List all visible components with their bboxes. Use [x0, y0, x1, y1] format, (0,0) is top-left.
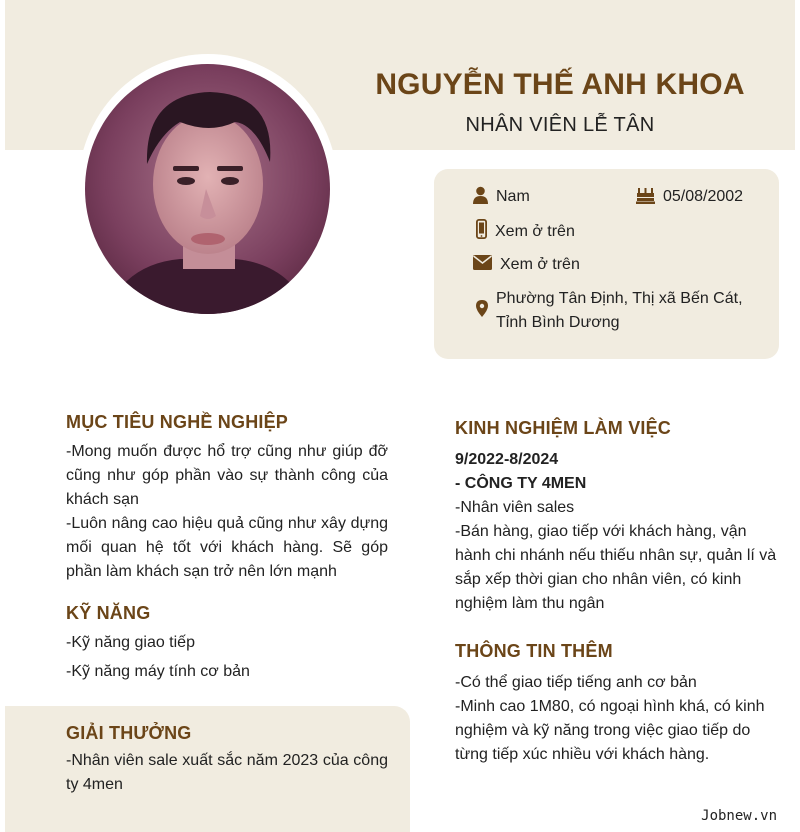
mobile-phone-icon — [476, 219, 487, 244]
email-value: Xem ở trên — [500, 256, 580, 273]
map-marker-icon — [476, 300, 488, 322]
candidate-name: NGUYỄN THẾ ANH KHOA — [375, 68, 745, 101]
phone-value: Xem ở trên — [495, 222, 575, 240]
experience-company: - CÔNG TY 4MEN — [455, 475, 587, 492]
additional-info-paragraph-1: -Có thể giao tiếp tiếng anh cơ bản — [455, 674, 697, 691]
address-line-2: Tỉnh Bình Dương — [496, 314, 620, 331]
user-icon — [473, 186, 488, 209]
job-title: NHÂN VIÊN LỄ TÂN — [465, 114, 655, 136]
gender-value: Nam — [496, 188, 530, 205]
objective-paragraph-1: -Mong muốn được hổ trợ cũng như giúp đỡ cũng như góp phần vào sự thành công của khách sạn — [66, 443, 388, 508]
site-watermark: Jobnew.vn — [701, 808, 777, 824]
address-row — [476, 287, 743, 335]
birthday-cake-icon — [636, 186, 655, 209]
gender-row — [473, 185, 530, 209]
avatar — [85, 64, 330, 314]
skill-item: -Kỹ năng máy tính cơ bản — [66, 663, 250, 680]
experience-description: -Bán hàng, giao tiếp với khách hàng, vận hành chi nhánh nếu thiếu nhân sự, quản lí và sắp xếp thời gian cho nhân viên, có kinh nghiệm làm thu ngân — [455, 523, 777, 612]
envelope-icon — [473, 255, 492, 275]
skills-heading: KỸ NĂNG — [66, 603, 151, 623]
objective-paragraph-2: -Luôn nâng cao hiệu quả cũng như xây dựng mối quan hệ tốt với khách hàng. Sẽ góp phần làm khách sạn trở nên lớn mạnh — [66, 515, 388, 580]
experience-position: -Nhân viên sales — [455, 499, 575, 516]
additional-info-heading: THÔNG TIN THÊM — [455, 641, 613, 661]
address-value — [496, 287, 743, 335]
awards-heading: GIẢI THƯỞNG — [66, 723, 192, 743]
birthdate-value: 05/08/2002 — [663, 188, 744, 205]
objective-heading: MỤC TIÊU NGHỀ NGHIỆP — [66, 412, 289, 432]
phone-row — [476, 219, 575, 244]
experience-heading: KINH NGHIỆM LÀM VIỆC — [455, 418, 672, 438]
experience-period: 9/2022-8/2024 — [455, 451, 559, 468]
skill-item: -Kỹ năng giao tiếp — [66, 634, 195, 651]
award-item: -Nhân viên sale xuất sắc năm 2023 của công ty 4men — [66, 752, 388, 793]
birthdate-row — [636, 185, 743, 209]
address-line-1: Phường Tân Định, Thị xã Bến Cát, — [496, 290, 743, 307]
additional-info-paragraph-2: -Minh cao 1M80, có ngoại hình khá, có kinh nghiệm và kỹ năng trong việc giao tiếp do từng tiếp xúc nhiều với khách hàng. — [455, 698, 765, 763]
email-row — [473, 253, 580, 277]
